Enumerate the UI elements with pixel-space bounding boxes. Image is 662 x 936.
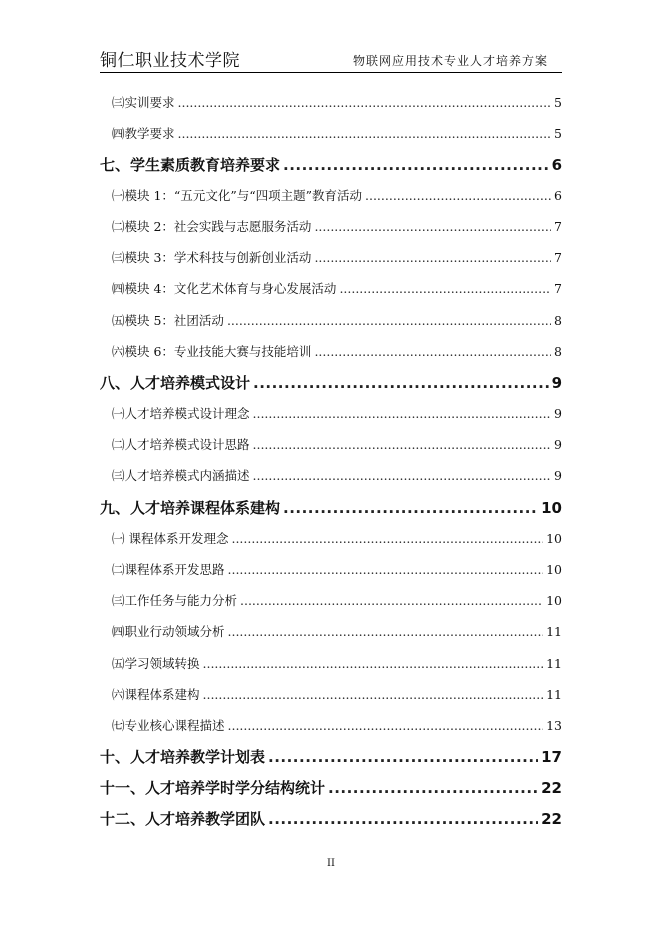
toc-leader-dots	[314, 219, 551, 234]
toc-section-entry[interactable]	[100, 372, 562, 393]
toc-subsection-entry[interactable]	[100, 591, 562, 609]
school-name: 铜仁职业技术学院	[100, 51, 240, 71]
toc-leader-dots	[228, 718, 544, 733]
toc-entry-page: 9	[554, 468, 562, 483]
toc-entry-title: 八、人才培养模式设计	[100, 374, 251, 392]
toc-leader-dots	[253, 374, 549, 392]
toc-subsection-entry[interactable]	[100, 93, 562, 111]
toc-subsection-entry[interactable]	[100, 217, 562, 235]
toc-subsection-entry[interactable]	[100, 529, 562, 547]
toc-leader-dots	[203, 656, 544, 671]
toc-entry-title: ㈤学习领域转换	[112, 656, 200, 671]
toc-subsection-entry[interactable]	[100, 466, 562, 484]
toc-entry-page: 8	[554, 344, 562, 359]
toc-entry-page: 13	[546, 718, 562, 733]
toc-leader-dots	[240, 593, 543, 608]
toc-leader-dots	[203, 687, 544, 702]
toc-leader-dots	[227, 313, 551, 328]
toc-leader-dots	[268, 748, 538, 766]
toc-subsection-entry[interactable]	[100, 685, 562, 703]
toc-leader-dots	[253, 406, 552, 421]
toc-subsection-entry[interactable]	[100, 716, 562, 734]
toc-leader-dots	[365, 188, 551, 203]
toc-leader-dots	[253, 437, 552, 452]
toc-subsection-entry[interactable]	[100, 622, 562, 640]
toc-entry-page: 7	[554, 281, 562, 296]
toc-entry-title: ㈠ 课程体系开发理念	[112, 531, 229, 546]
toc-section-entry[interactable]	[100, 746, 562, 767]
toc-entry-title: ㈦专业核心课程描述	[112, 718, 225, 733]
toc-entry-title: ㈤模块 5：社团活动	[112, 313, 224, 328]
toc-entry-page: 10	[546, 531, 562, 546]
toc-entry-page: 11	[546, 656, 562, 671]
toc-entry-title: ㈡人才培养模式设计思路	[112, 437, 250, 452]
toc-leader-dots	[339, 281, 551, 296]
toc-entry-page: 17	[541, 748, 562, 766]
toc-entry-page: 22	[541, 810, 562, 828]
toc-entry-page: 22	[541, 779, 562, 797]
toc-leader-dots	[283, 499, 538, 517]
toc-entry-title: ㈡模块 2：社会实践与志愿服务活动	[112, 219, 312, 234]
toc-entry-page: 9	[551, 374, 562, 392]
toc-leader-dots	[178, 95, 552, 110]
toc-entry-title: ㈣教学要求	[112, 126, 175, 141]
document-title: 物联网应用技术专业人才培养方案	[352, 54, 548, 68]
toc-entry-page: 11	[546, 624, 562, 639]
toc-entry-page: 9	[554, 406, 562, 421]
toc-entry-title: ㈣职业行动领域分析	[112, 624, 225, 639]
header-rule	[100, 72, 562, 73]
toc-entry-title: ㈢实训要求	[112, 95, 175, 110]
toc-entry-title: 十二、人才培养教学团队	[100, 810, 266, 828]
toc-subsection-entry[interactable]	[100, 279, 562, 297]
toc-leader-dots	[231, 531, 543, 546]
toc-leader-dots	[328, 779, 538, 797]
toc-subsection-entry[interactable]	[100, 124, 562, 142]
toc-entry-title: 七、学生素质教育培养要求	[100, 156, 281, 174]
toc-subsection-entry[interactable]	[100, 404, 562, 422]
toc-leader-dots	[228, 562, 544, 577]
toc-subsection-entry[interactable]	[100, 311, 562, 329]
toc-leader-dots	[268, 810, 538, 828]
toc-entry-title: 十一、人才培养学时学分结构统计	[100, 779, 326, 797]
toc-entry-title: 十、人才培养教学计划表	[100, 748, 266, 766]
toc-entry-title: ㈢模块 3：学术科技与创新创业活动	[112, 250, 312, 265]
toc-section-entry[interactable]	[100, 808, 562, 829]
toc-entry-title: ㈠人才培养模式设计理念	[112, 406, 250, 421]
toc-entry-title: ㈢人才培养模式内涵描述	[112, 468, 250, 483]
toc-entry-page: 5	[554, 95, 562, 110]
page-header	[100, 46, 562, 74]
toc-leader-dots	[314, 344, 551, 359]
toc-entry-title: ㈥模块 6：专业技能大赛与技能培训	[112, 344, 312, 359]
toc-entry-title: 九、人才培养课程体系建构	[100, 499, 281, 517]
toc-leader-dots	[283, 156, 549, 174]
toc-subsection-entry[interactable]	[100, 248, 562, 266]
toc-subsection-entry[interactable]	[100, 560, 562, 578]
toc-subsection-entry[interactable]	[100, 186, 562, 204]
toc-entry-page: 10	[541, 499, 562, 517]
toc-subsection-entry[interactable]	[100, 654, 562, 672]
toc-entry-title: ㈣模块 4：文化艺术体育与身心发展活动	[112, 281, 337, 296]
toc-section-entry[interactable]	[100, 154, 562, 175]
toc-entry-page: 9	[554, 437, 562, 452]
toc-section-entry[interactable]	[100, 777, 562, 798]
toc-subsection-entry[interactable]	[100, 435, 562, 453]
toc-entry-page: 6	[554, 188, 562, 203]
toc-entry-page: 7	[554, 219, 562, 234]
toc-entry-page: 7	[554, 250, 562, 265]
toc-entry-page: 10	[546, 593, 562, 608]
toc-leader-dots	[253, 468, 552, 483]
page-number: II	[327, 858, 335, 869]
toc-entry-page: 10	[546, 562, 562, 577]
toc-entry-page: 11	[546, 687, 562, 702]
toc-entry-page: 5	[554, 126, 562, 141]
toc-section-entry[interactable]	[100, 497, 562, 518]
toc-leader-dots	[314, 250, 551, 265]
toc-entry-title: ㈡课程体系开发思路	[112, 562, 225, 577]
toc-entry-title: ㈢工作任务与能力分析	[112, 593, 238, 608]
toc-entry-title: ㈠模块 1：“五元文化”与“四项主题”教育活动	[112, 188, 362, 203]
toc-entry-title: ㈥课程体系建构	[112, 687, 200, 702]
toc-entry-page: 6	[551, 156, 562, 174]
toc-subsection-entry[interactable]	[100, 342, 562, 360]
toc-entry-page: 8	[554, 313, 562, 328]
toc-leader-dots	[178, 126, 552, 141]
toc-leader-dots	[228, 624, 544, 639]
